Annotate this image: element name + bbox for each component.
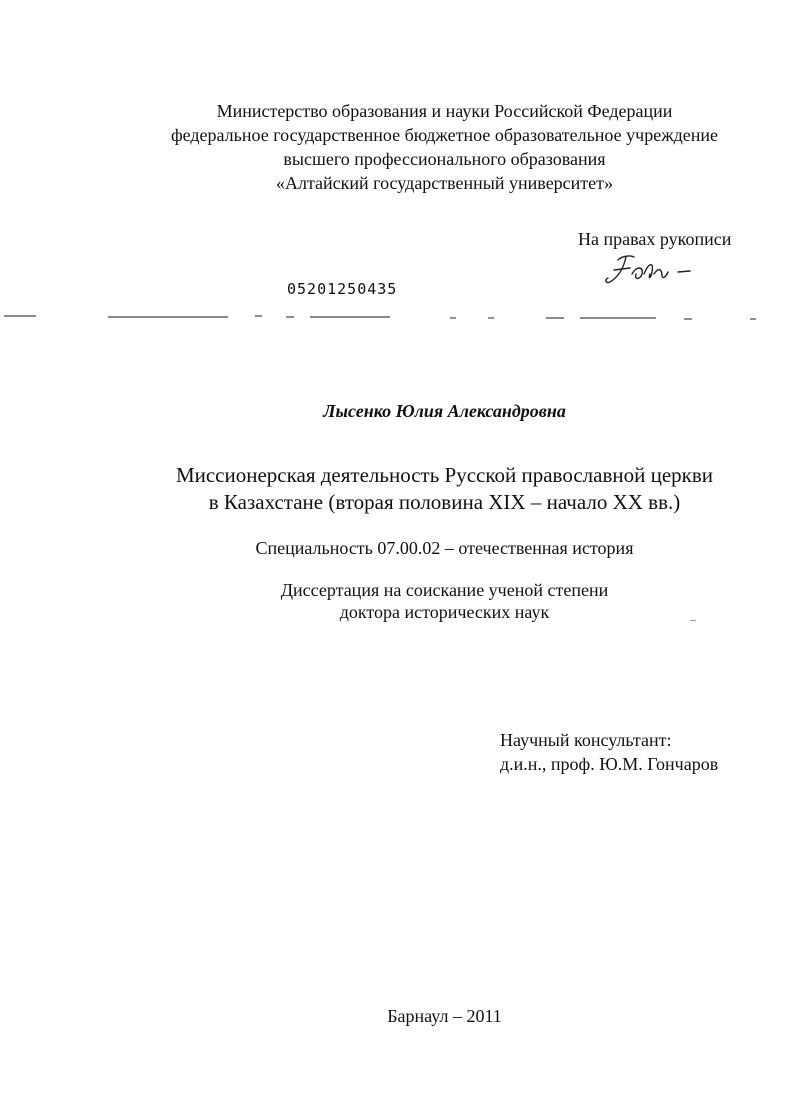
- title-line-1: Миссионерская деятельность Русской православной церкви: [175, 463, 714, 487]
- handwritten-signature: [600, 250, 700, 290]
- thesis-degree: [0, 579, 793, 623]
- university-name: «Алтайский государственный университет»: [275, 173, 614, 193]
- thesis-line-2: доктора исторических наук: [339, 602, 550, 622]
- scientific-consultant: [500, 728, 718, 776]
- manuscript-rights-label: На правах рукописи: [578, 229, 732, 249]
- institution-type: федеральное государственное бюджетное образовательное учреждение: [170, 125, 719, 145]
- consultant-label: Научный консультант:: [500, 730, 672, 750]
- dissertation-title: [0, 462, 793, 516]
- scan-artifact-dash: [690, 620, 696, 621]
- consultant-name: д.и.н., проф. Ю.М. Гончаров: [500, 754, 719, 774]
- education-level: высшего профессионального образования: [283, 149, 606, 169]
- ministry-name: Министерство образования и науки Российской Федерации: [216, 101, 673, 121]
- document-header: [0, 99, 793, 195]
- registration-number: 05201250435: [287, 280, 398, 298]
- author-name: Лысенко Юлия Александровна: [323, 401, 566, 421]
- speciality-line: Специальность 07.00.02 – отечественная история: [255, 538, 634, 558]
- title-line-2: в Казахстане (вторая половина XIX – начало XX вв.): [208, 490, 681, 514]
- scan-artifact-lines: [0, 308, 793, 328]
- thesis-line-1: Диссертация на соискание ученой степени: [280, 580, 609, 600]
- city-year: Барнаул – 2011: [387, 1006, 502, 1026]
